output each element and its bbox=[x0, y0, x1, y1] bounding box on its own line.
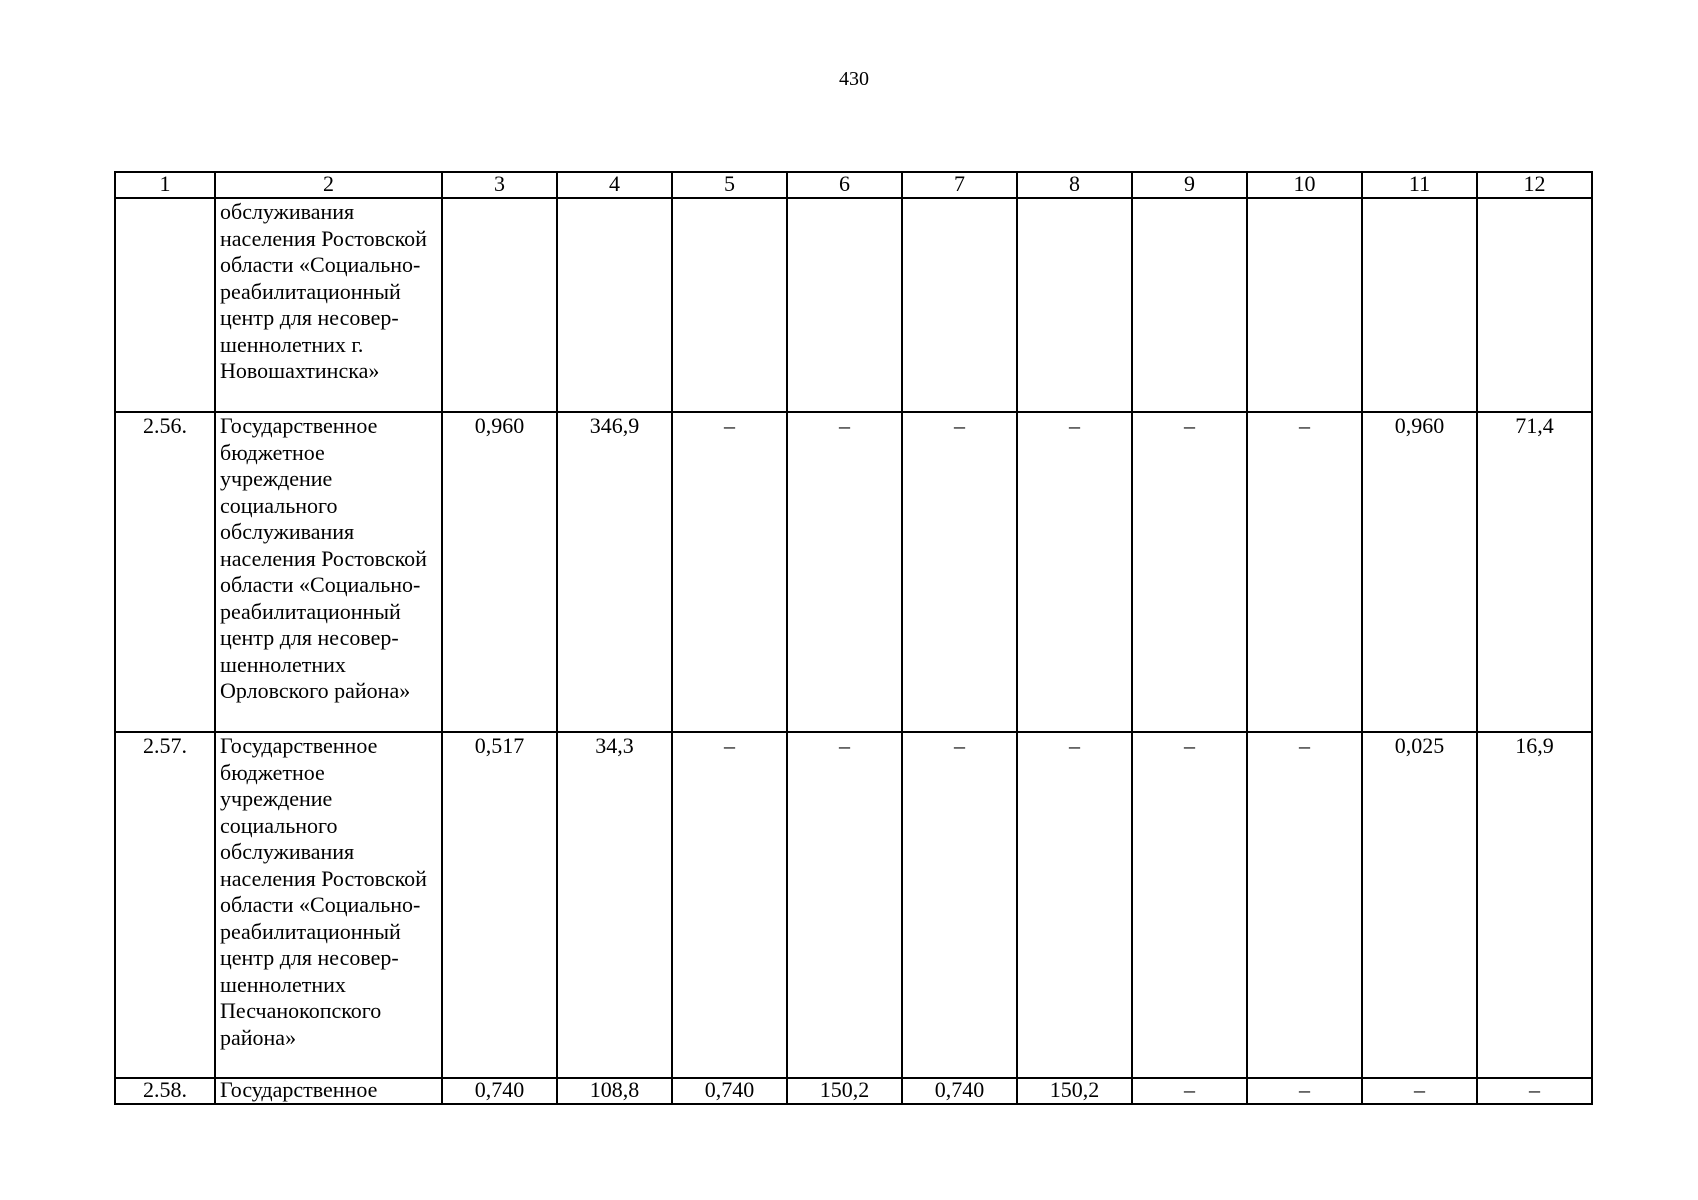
value-cell: 16,9 bbox=[1477, 732, 1592, 1078]
row-number-cell: 2.56. bbox=[115, 412, 215, 732]
value-cell bbox=[1132, 198, 1247, 412]
value-cell: – bbox=[902, 732, 1017, 1078]
value-cell: 0,517 bbox=[442, 732, 557, 1078]
value-cell: – bbox=[672, 412, 787, 732]
value-cell: 0,740 bbox=[902, 1078, 1017, 1104]
value-cell: 150,2 bbox=[787, 1078, 902, 1104]
header-cell: 10 bbox=[1247, 172, 1362, 198]
header-cell: 5 bbox=[672, 172, 787, 198]
value-cell: – bbox=[1477, 1078, 1592, 1104]
header-cell: 12 bbox=[1477, 172, 1592, 198]
value-cell: – bbox=[1132, 1078, 1247, 1104]
value-cell: 150,2 bbox=[1017, 1078, 1132, 1104]
row-number-cell: 2.57. bbox=[115, 732, 215, 1078]
value-cell: – bbox=[1362, 1078, 1477, 1104]
header-cell: 1 bbox=[115, 172, 215, 198]
header-cell: 3 bbox=[442, 172, 557, 198]
value-cell bbox=[902, 198, 1017, 412]
value-cell: 346,9 bbox=[557, 412, 672, 732]
value-cell: 71,4 bbox=[1477, 412, 1592, 732]
value-cell: – bbox=[787, 732, 902, 1078]
value-cell: 108,8 bbox=[557, 1078, 672, 1104]
value-cell: 0,740 bbox=[442, 1078, 557, 1104]
table-row bbox=[115, 732, 1592, 1078]
header-row bbox=[115, 172, 1592, 198]
institution-name-cell: Государственное бюджетное учреждение социального обслуживания населения Ростовской области «Социально-реабилитационный центр для несовер-шеннолетних Орловского района» bbox=[215, 412, 442, 732]
value-cell: – bbox=[672, 732, 787, 1078]
value-cell: 0,960 bbox=[442, 412, 557, 732]
value-cell bbox=[787, 198, 902, 412]
table-row bbox=[115, 1078, 1592, 1104]
institution-name-cell: Государственное bbox=[215, 1078, 442, 1104]
value-cell: – bbox=[1132, 412, 1247, 732]
value-cell: 34,3 bbox=[557, 732, 672, 1078]
header-cell: 8 bbox=[1017, 172, 1132, 198]
value-cell bbox=[1477, 198, 1592, 412]
header-cell: 4 bbox=[557, 172, 672, 198]
value-cell: – bbox=[1017, 412, 1132, 732]
header-cell: 2 bbox=[215, 172, 442, 198]
header-cell: 11 bbox=[1362, 172, 1477, 198]
value-cell: – bbox=[1247, 412, 1362, 732]
value-cell: – bbox=[1017, 732, 1132, 1078]
value-cell: – bbox=[902, 412, 1017, 732]
value-cell: 0,740 bbox=[672, 1078, 787, 1104]
data-table bbox=[114, 171, 1593, 1105]
value-cell: 0,960 bbox=[1362, 412, 1477, 732]
value-cell bbox=[1362, 198, 1477, 412]
header-cell: 6 bbox=[787, 172, 902, 198]
page-number: 430 bbox=[839, 68, 869, 90]
value-cell: – bbox=[1247, 1078, 1362, 1104]
value-cell: – bbox=[1132, 732, 1247, 1078]
header-cell: 9 bbox=[1132, 172, 1247, 198]
value-cell: – bbox=[787, 412, 902, 732]
row-number-cell bbox=[115, 198, 215, 412]
header-cell: 7 bbox=[902, 172, 1017, 198]
value-cell bbox=[442, 198, 557, 412]
table-row bbox=[115, 198, 1592, 412]
value-cell bbox=[672, 198, 787, 412]
value-cell: 0,025 bbox=[1362, 732, 1477, 1078]
value-cell bbox=[1247, 198, 1362, 412]
table-row bbox=[115, 412, 1592, 732]
value-cell bbox=[1017, 198, 1132, 412]
institution-name-cell: Государственное бюджетное учреждение социального обслуживания населения Ростовской области «Социально-реабилитационный центр для несовер-шеннолетних Песчанокопского района» bbox=[215, 732, 442, 1078]
institution-name-cell: обслуживания населения Ростовской области «Социально-реабилитационный центр для несовер-шеннолетних г. Новошахтинска» bbox=[215, 198, 442, 412]
value-cell bbox=[557, 198, 672, 412]
value-cell: – bbox=[1247, 732, 1362, 1078]
row-number-cell: 2.58. bbox=[115, 1078, 215, 1104]
